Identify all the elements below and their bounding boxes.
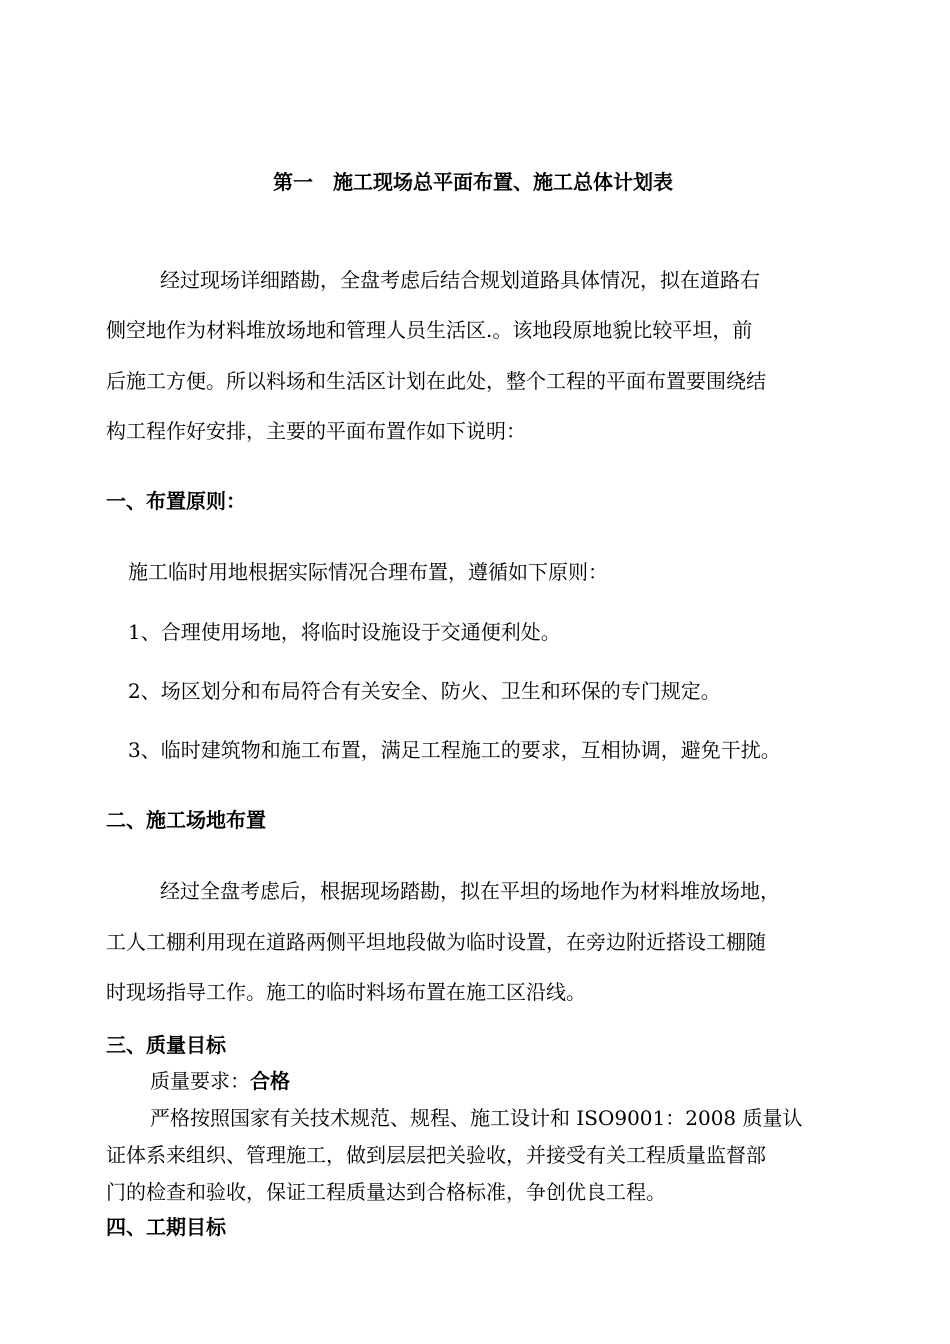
intro-line-4: 构工程作好安排，主要的平面布置作如下说明： [106, 419, 526, 443]
section-2-line-3: 时现场指导工作。施工的临时料场布置在施工区沿线。 [106, 980, 586, 1004]
quality-requirement-value: 合格 [250, 1069, 290, 1093]
section-3-line-1: 严格按照国家有关技术规范、规程、施工设计和 ISO9001：2008 质量认 [150, 1106, 803, 1130]
section-2-line-2: 工人工棚利用现在道路两侧平坦地段做为临时设置，在旁边附近搭设工棚随 [106, 930, 766, 954]
section-1-item-2: 2、场区划分和布局符合有关安全、防火、卫生和环保的专门规定。 [128, 679, 721, 703]
section-3-heading: 三、质量目标 [106, 1033, 226, 1057]
section-1-heading: 一、布置原则： [106, 489, 246, 513]
section-3-line-3: 门的检查和验收，保证工程质量达到合格标准，争创优良工程。 [106, 1180, 666, 1204]
quality-requirement [150, 1069, 290, 1093]
section-2-line-1: 经过全盘考虑后，根据现场踏勘，拟在平坦的场地作为材料堆放场地， [160, 879, 780, 903]
section-3-line-2: 证体系来组织、管理施工，做到层层把关验收，并接受有关工程质量监督部 [106, 1143, 766, 1167]
intro-line-1: 经过现场详细踏勘，全盘考虑后结合规划道路具体情况，拟在道路右 [160, 268, 760, 292]
document-title: 第一 施工现场总平面布置、施工总体计划表 [273, 170, 673, 194]
section-1-item-3: 3、临时建筑物和施工布置，满足工程施工的要求，互相协调，避免干扰。 [128, 738, 781, 762]
quality-requirement-label: 质量要求： [150, 1069, 250, 1093]
section-2-heading: 二、施工场地布置 [106, 808, 266, 832]
section-1-item-1: 1、合理使用场地，将临时设施设于交通便利处。 [128, 620, 561, 644]
intro-line-2: 侧空地作为材料堆放场地和管理人员生活区.。该地段原地貌比较平坦，前 [106, 318, 753, 342]
intro-line-3: 后施工方便。所以料场和生活区计划在此处，整个工程的平面布置要围绕结 [106, 369, 766, 393]
section-1-lead: 施工临时用地根据实际情况合理布置，遵循如下原则： [128, 560, 608, 584]
section-4-heading: 四、工期目标 [106, 1215, 226, 1239]
